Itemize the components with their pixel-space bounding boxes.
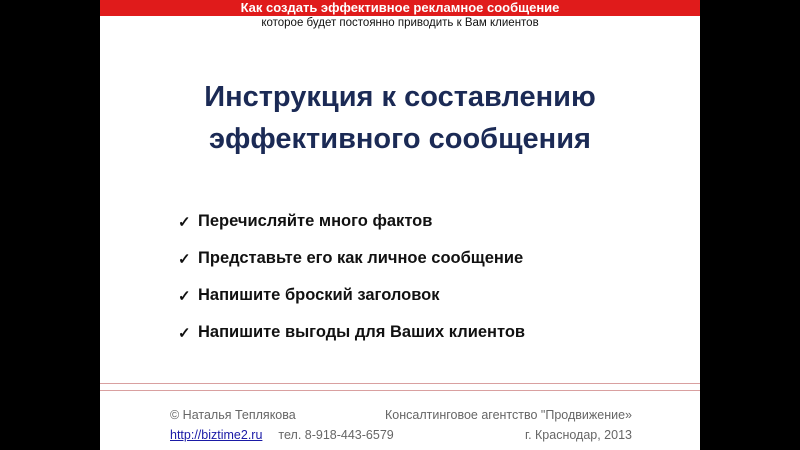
- footer-divider-top: [100, 383, 700, 384]
- check-icon: ✓: [178, 287, 191, 305]
- check-icon: ✓: [178, 213, 191, 231]
- header-subtitle: которое будет постоянно приводить к Вам клиентов: [261, 17, 539, 29]
- bullet-text: Напишите броский заголовок: [198, 286, 440, 304]
- footer-divider-bottom: [100, 390, 700, 391]
- footer-contacts: [170, 428, 394, 442]
- bullet-item: [178, 203, 525, 240]
- bullet-item: [178, 240, 525, 277]
- bullet-list: [178, 203, 525, 351]
- check-icon: ✓: [178, 250, 191, 268]
- footer-row-2: [170, 428, 632, 442]
- footer-phone: тел. 8-918-443-6579: [278, 428, 394, 442]
- bullet-item: [178, 314, 525, 351]
- footer-city-year: г. Краснодар, 2013: [525, 428, 632, 442]
- bullet-item: [178, 277, 525, 314]
- bullet-text: Напишите выгоды для Ваших клиентов: [198, 323, 526, 341]
- bullet-text: Перечисляйте много фактов: [198, 212, 433, 230]
- footer-agency: Консалтинговое агентство "Продвижение»: [384, 408, 632, 422]
- footer-author: © Наталья Теплякова: [170, 408, 296, 422]
- slide: [100, 0, 700, 450]
- header-banner: Как создать эффективное рекламное сообщение: [100, 0, 700, 16]
- slide-title-line-2: эффективного сообщения: [209, 123, 591, 155]
- check-icon: ✓: [178, 324, 191, 342]
- bullet-text: Представьте его как личное сообщение: [198, 249, 524, 267]
- slide-title-line-1: Инструкция к составлению: [204, 81, 596, 113]
- slide-title: [100, 76, 700, 160]
- footer-row-1: [170, 408, 632, 422]
- website-link[interactable]: http://biztime2.ru: [170, 428, 263, 442]
